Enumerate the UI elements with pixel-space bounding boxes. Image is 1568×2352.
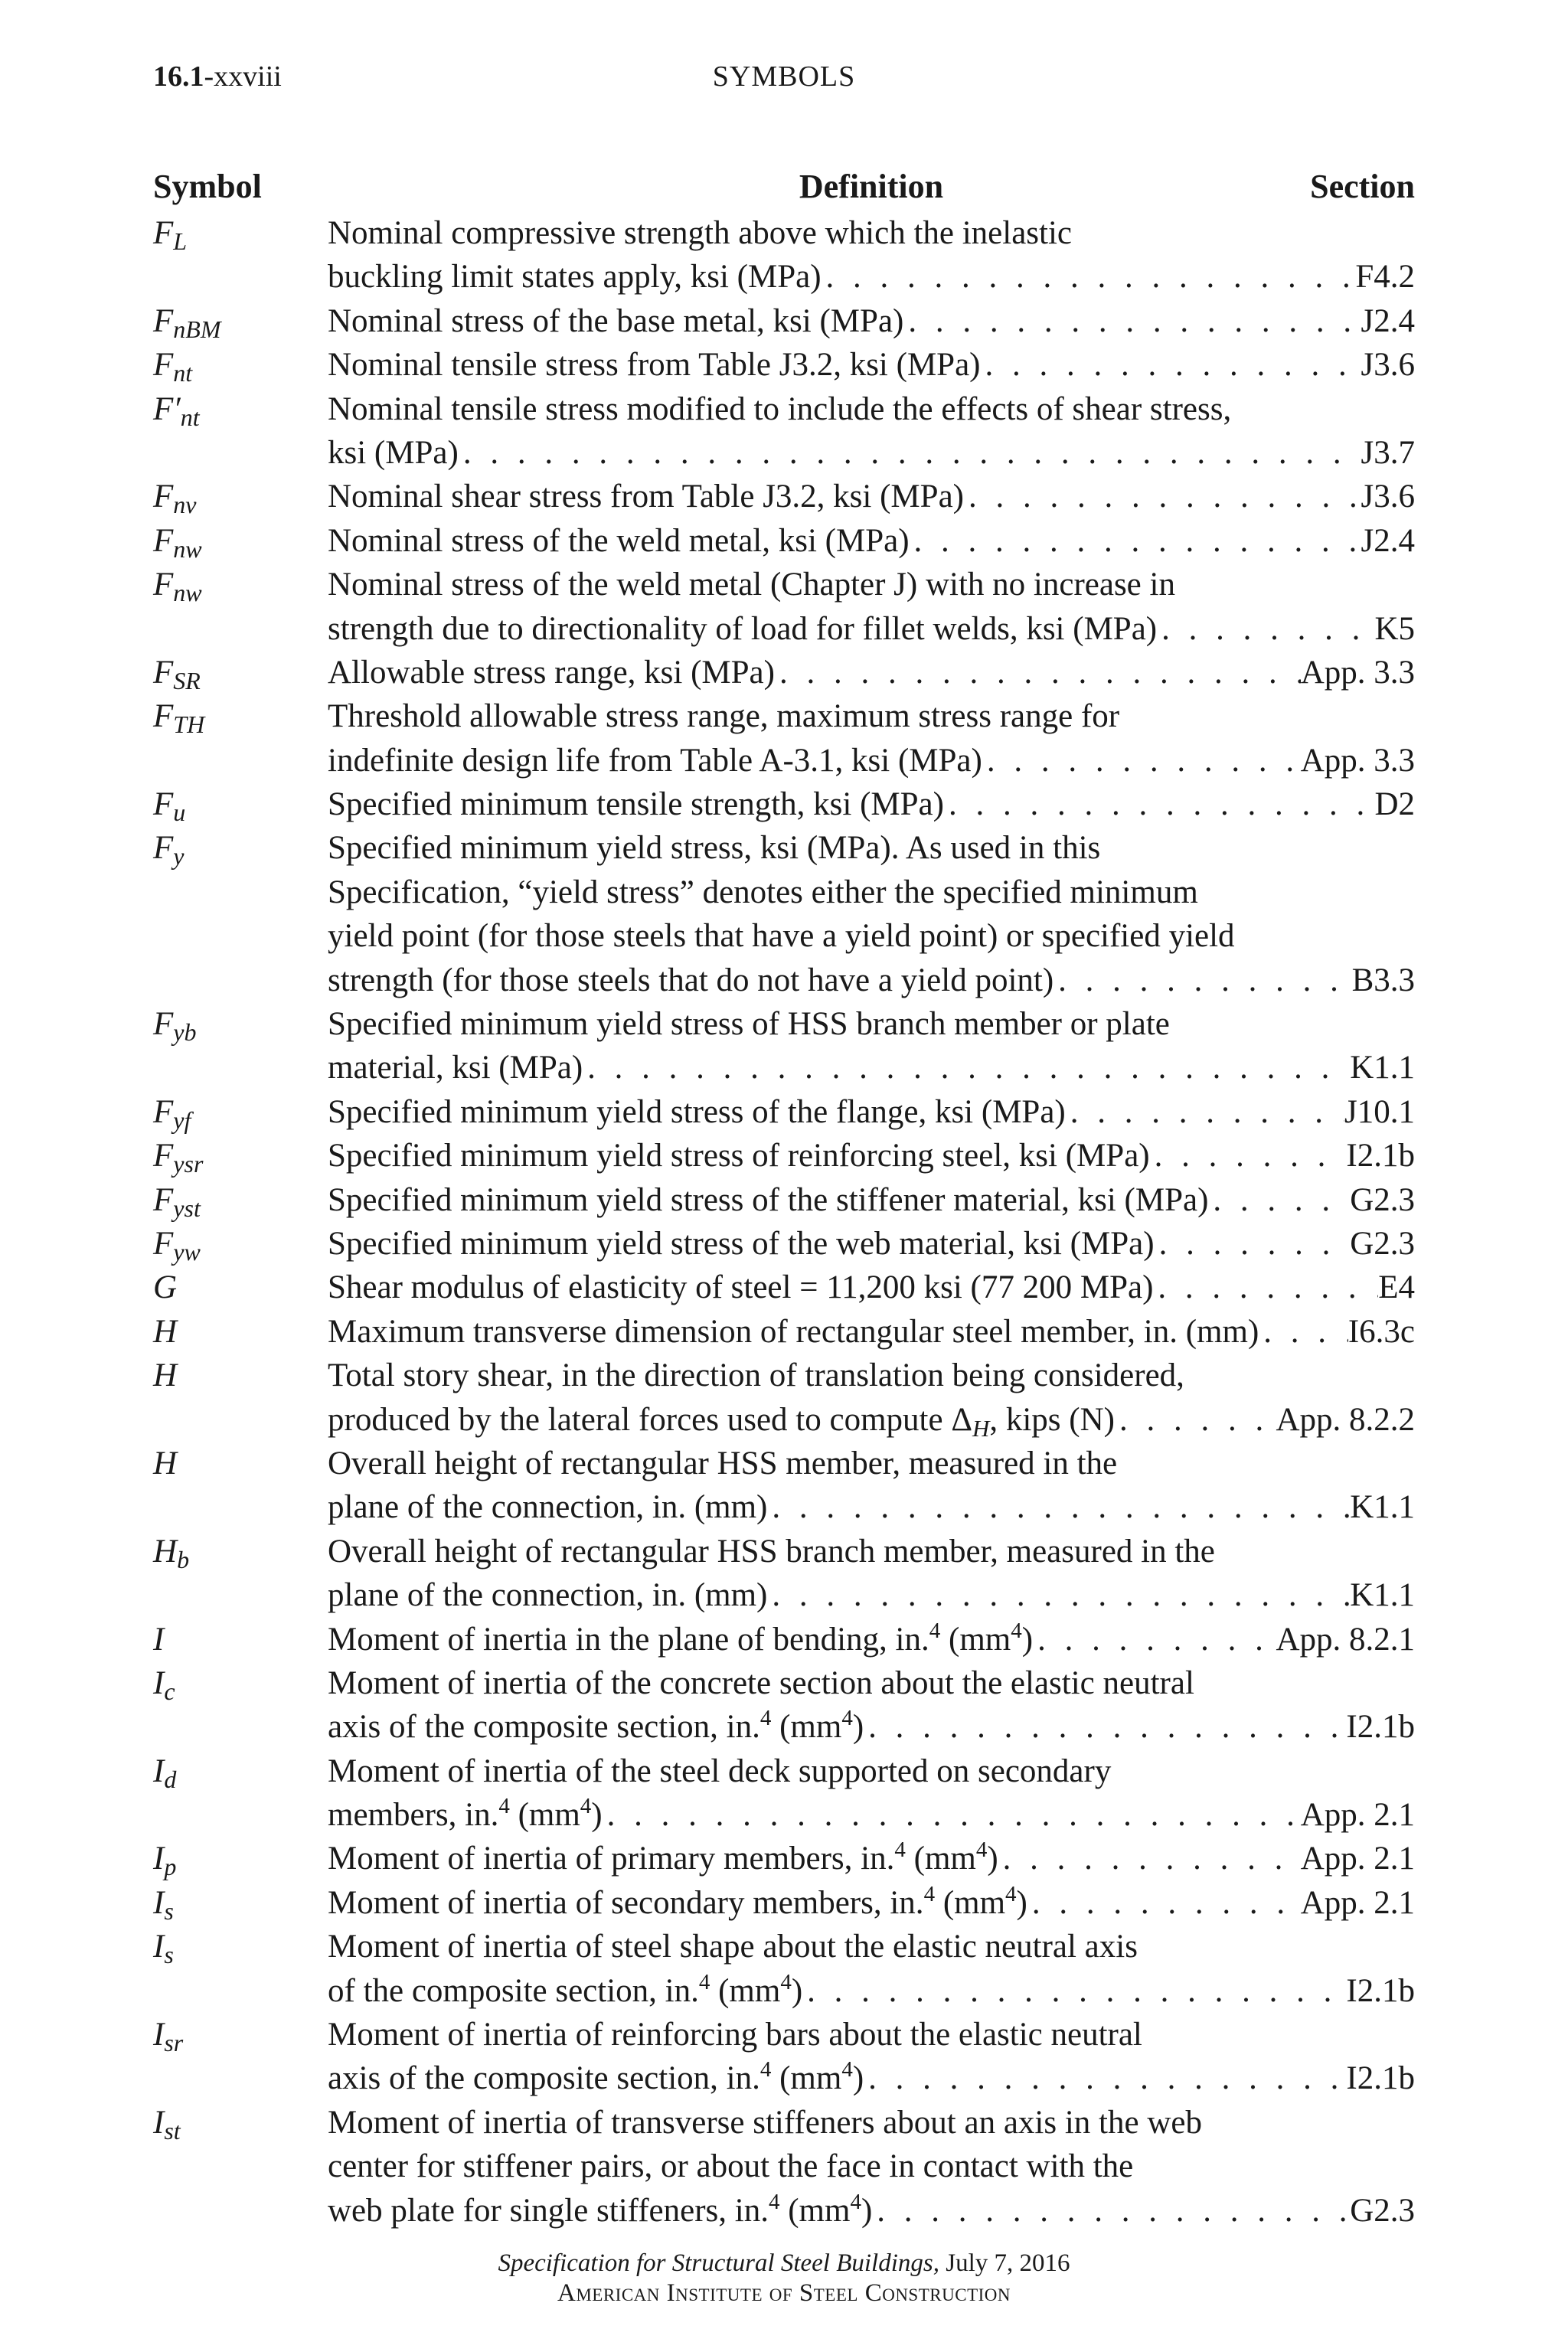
definition-text: members, in.$^4$ $(mm^4)$ [328,1794,603,1834]
symbol: $F'_{nt}$ [153,390,200,431]
symbol-entry [153,1925,1415,2013]
definition-text: Nominal stress of the base metal, ksi (MPa) [328,302,904,339]
definition-line: Specified minimum yield stress, ksi (MPa). As used in this [328,830,1101,867]
dot-leader [822,255,1356,299]
definition-text: material, ksi (MPa) [328,1050,583,1086]
symbol-subscript: yst [173,1194,201,1222]
section-reference: J2.4 [1361,522,1415,559]
section-reference: K1.1 [1350,1050,1415,1086]
dot-leader [767,1573,1350,1617]
page-header [153,60,1415,98]
section-reference: App. 8.2.1 [1276,1621,1415,1658]
definition-text: Specified minimum yield stress of reinforcing steel, ksi (MPa) [328,1138,1150,1174]
superscript: 4 [780,1969,792,1994]
section-reference: G2.3 [1350,1225,1415,1262]
superscript: 4 [894,1838,906,1863]
definition-last-line [328,782,1415,826]
symbol: $F_{ysr}$ [153,1138,204,1178]
section-column-header: Section [1310,168,1415,205]
dot-leader [864,1705,1346,1749]
symbol-entry [153,2013,1415,2101]
page-number: 16.1-xxviii [153,60,282,93]
definition-line: Total story shear, in the direction of translation being considered, [328,1357,1184,1394]
definition-text: plane of the connection, in. (mm) [328,1577,768,1614]
footer-publisher: American Institute of Steel Construction [557,2279,1011,2307]
symbol: H [153,1357,178,1394]
symbol-entry [153,694,1415,782]
definition-text: Specified minimum yield stress of the web material, ksi (MPa) [328,1225,1155,1262]
dot-leader [910,519,1361,563]
dot-leader [1157,607,1374,651]
definition-last-line [328,1573,1415,1617]
definition-last-line [328,2189,1415,2233]
section-reference: J3.7 [1361,434,1415,471]
definition-line: Overall height of rectangular HSS branch member, measured in the [328,1533,1215,1570]
definition-last-line [328,959,1415,1002]
section-reference: I6.3c [1348,1313,1415,1350]
definition-text: Specified minimum yield stress of the flange, ksi (MPa) [328,1093,1066,1130]
page-footer [0,2249,1568,2308]
section-reference: G2.3 [1350,1181,1415,1218]
definition-text: of the composite section, in.$^4$ $(mm^4)$ [328,1969,803,2009]
definition-last-line [328,1178,1415,1222]
symbol-entry [153,1881,1415,1925]
symbol-subscript: L [173,227,188,255]
definition-text: plane of the connection, in. (mm) [328,1489,768,1526]
symbol-entry [153,299,1415,343]
definition-line: Moment of inertia of the steel deck supported on secondary [328,1753,1112,1789]
definition-last-line [328,1134,1415,1178]
dot-leader [964,475,1361,518]
dot-leader [998,1837,1301,1880]
definition-text: Moment of inertia in the plane of bending, in.$^4$ $(mm^4)$ [328,1618,1034,1658]
definition-last-line [328,1705,1415,1749]
symbol-subscript: b [177,1545,190,1573]
definition-text: indefinite design life from Table A-3.1, ksi (MPa) [328,742,982,779]
footer-spec-title: Specification for Structural Steel Buildings, July 7, 2016 [498,2249,1070,2277]
definition-last-line [328,1310,1415,1354]
section-reference: App. 3.3 [1300,654,1415,691]
definition-line: Moment of inertia of steel shape about the elastic neutral axis [328,1929,1138,1965]
section-reference: I2.1b [1346,2060,1415,2097]
definition-line: Specified minimum yield stress of HSS branch member or plate [328,1006,1170,1043]
superscript: 4 [841,2057,853,2082]
definition-text: axis of the composite section, in.$^4$ $(mm^4)$ [328,1706,864,1746]
section-reference: App. 2.1 [1300,1841,1415,1877]
symbol-subscript: yw [173,1237,201,1266]
symbol-entry [153,1749,1415,1838]
section-reference: App. 8.2.2 [1276,1401,1415,1438]
symbol: $I_{sr}$ [153,2017,184,2057]
symbol-entry [153,1837,1415,1880]
symbol-subscript: SR [173,666,201,694]
section-reference: B3.3 [1351,962,1415,998]
dot-leader [1153,1266,1378,1309]
symbol-subscript: yb [173,1018,197,1047]
section-reference: I2.1b [1346,1972,1415,2009]
dot-leader [1259,1310,1348,1354]
definition-text: Specified minimum tensile strength, ksi (MPa) [328,786,944,823]
symbol: $I_p$ [153,1841,177,1881]
dot-leader [944,782,1374,826]
symbol: $F_{nw}$ [153,522,202,563]
symbols-table [153,167,1415,2233]
definition-text: Allowable stress range, ksi (MPa) [328,654,775,691]
symbol: H [153,1313,178,1350]
symbol-column-header: Symbol [153,168,262,205]
symbol-subscript: nt [180,403,200,431]
section-reference: F4.2 [1355,259,1415,296]
definition-last-line [328,1266,1415,1309]
symbol-subscript: sr [164,2029,184,2057]
dot-leader [1027,1881,1301,1925]
symbol: $F_y$ [153,830,185,871]
section-reference: J3.6 [1361,479,1415,515]
superscript: 4 [850,2189,861,2214]
definition-text: strength (for those steels that do not have a yield point) [328,962,1054,998]
section-reference: E4 [1378,1269,1415,1306]
symbol-entry [153,782,1415,826]
definition-text: Nominal shear stress from Table J3.2, ksi (MPa) [328,479,964,515]
dot-leader [1033,1618,1276,1661]
dot-leader [1208,1178,1350,1222]
symbol-subscript: nBM [173,315,221,343]
symbol: $I_d$ [153,1753,177,1793]
section-reference: J3.6 [1361,347,1415,384]
symbol-subscript: p [164,1853,177,1881]
definition-last-line [328,2056,1415,2100]
dot-leader [903,299,1361,343]
symbol-entry [153,1178,1415,1222]
running-title: SYMBOLS [712,60,856,93]
symbol: $I_c$ [153,1664,175,1705]
symbol-subscript: ysr [173,1150,204,1178]
dot-leader [864,2056,1346,2100]
definition-last-line [328,651,1415,694]
symbol: $F_{SR}$ [153,654,201,694]
superscript: 4 [498,1794,510,1819]
symbol: $F_{yst}$ [153,1181,201,1222]
symbol-entry [153,1618,1415,1661]
definition-last-line [328,1793,1415,1837]
symbol-subscript: u [173,799,186,827]
section-reference: I2.1b [1346,1138,1415,1174]
symbol: $I_s$ [153,1884,174,1925]
definition-line: Nominal compressive strength above which the inelastic [328,215,1073,251]
definition-last-line [328,475,1415,518]
symbol: $F_{nBM}$ [153,302,221,343]
definition-text: Moment of inertia of primary members, in.$^4$ $(mm^4)$ [328,1838,998,1877]
symbol: I [153,1621,165,1658]
symbol-entry [153,826,1415,1002]
definition-line: Threshold allowable stress range, maximum stress range for [328,698,1120,735]
definition-last-line [328,1618,1415,1661]
dot-leader [1115,1398,1276,1442]
dot-leader [767,1485,1350,1529]
symbol-subscript: st [164,2116,181,2145]
symbol-entry [153,1002,1415,1090]
superscript: 4 [923,1881,936,1906]
dot-leader [583,1046,1350,1089]
dot-leader [459,431,1361,475]
symbol-subscript: nt [173,359,193,387]
definition-last-line [328,1969,1415,2013]
dot-leader [872,2189,1350,2233]
section-reference: I2.1b [1346,1709,1415,1746]
definition-line: Moment of inertia of the concrete section about the elastic neutral [328,1664,1194,1701]
definition-last-line [328,519,1415,563]
symbol-entry [153,1266,1415,1309]
definition-text: ksi (MPa) [328,434,459,471]
symbol-entry [153,1442,1415,1530]
symbol-subscript: yf [173,1106,191,1134]
definition-line: center for stiffener pairs, or about the face in contact with the [328,2148,1134,2185]
section-reference: App. 3.3 [1300,742,1415,779]
definition-line: Moment of inertia of transverse stiffeners about an axis in the web [328,2104,1202,2141]
symbol-entry [153,1354,1415,1442]
symbol-subscript: s [164,1941,174,1969]
symbol-entry [153,519,1415,563]
definition-last-line [328,1837,1415,1880]
definition-text: Moment of inertia of secondary members, in.$^4$ $(mm^4)$ [328,1881,1027,1921]
superscript: 4 [929,1618,941,1643]
symbol: $F_{TH}$ [153,698,205,739]
section-reference: G2.3 [1350,2192,1415,2229]
definition-text: web plate for single stiffeners, in.$^4$ $(mm^4)$ [328,2189,873,2229]
dot-leader [982,739,1301,782]
definition-line: Nominal tensile stress modified to include the effects of shear stress, [328,390,1232,427]
symbol-subscript: s [164,1896,174,1925]
symbol-subscript: nw [173,534,202,563]
dot-leader [775,651,1301,694]
symbol-entry [153,651,1415,694]
definition-last-line [328,255,1415,299]
dot-leader [1066,1090,1344,1134]
definition-text: Nominal stress of the weld metal, ksi (MPa) [328,522,910,559]
definition-last-line [328,343,1415,387]
symbol-entry [153,211,1415,299]
symbol-subscript: d [164,1765,177,1793]
symbol: $F_{yf}$ [153,1093,191,1134]
definition-last-line [328,1090,1415,1134]
symbol-entry [153,1090,1415,1134]
section-reference: App. 2.1 [1300,1884,1415,1921]
symbol-subscript: c [164,1677,175,1705]
symbol: $F_L$ [153,215,188,255]
symbol-subscript: nw [173,579,202,607]
superscript: 4 [580,1794,592,1819]
definition-line: Moment of inertia of reinforcing bars about the elastic neutral [328,2017,1142,2053]
definition-last-line [328,1485,1415,1529]
definition-text: produced by the lateral forces used to compute ΔH, kips (N) [328,1401,1115,1442]
symbol: $H_b$ [153,1533,190,1573]
column-headers [153,167,1415,211]
superscript: 4 [1011,1618,1022,1643]
superscript: 4 [1005,1881,1017,1906]
definition-last-line [328,299,1415,343]
superscript: 4 [760,1706,772,1731]
section-reference: K1.1 [1350,1577,1415,1614]
definition-last-line [328,739,1415,782]
definition-last-line [328,431,1415,475]
superscript: 4 [841,1706,853,1731]
superscript: 4 [975,1838,988,1863]
symbol: $F_{nv}$ [153,479,197,519]
symbol: $F_{nw}$ [153,567,202,607]
section-reference: App. 2.1 [1300,1797,1415,1834]
definition-last-line [328,1222,1415,1266]
symbol-entry [153,1222,1415,1266]
symbol-entry [153,1134,1415,1178]
definition-text: Nominal tensile stress from Table J3.2, ksi (MPa) [328,347,981,384]
dot-leader [1150,1134,1347,1178]
symbol-subscript: y [173,842,185,871]
dot-leader [981,343,1361,387]
definition-line: Nominal stress of the weld metal (Chapter J) with no increase in [328,567,1175,603]
definition-line: yield point (for those steels that have a yield point) or specified yield [328,918,1235,955]
symbol-entry [153,1530,1415,1618]
symbol: $I_s$ [153,1929,174,1969]
definition-text: axis of the composite section, in.$^4$ $(mm^4)$ [328,2057,864,2097]
symbol-entry [153,1661,1415,1749]
symbol: $F_{yw}$ [153,1225,201,1266]
definition-last-line [328,1046,1415,1089]
symbol: $I_{st}$ [153,2104,181,2145]
definition-last-line [328,1881,1415,1925]
section-reference: D2 [1374,786,1415,823]
symbol-subscript: TH [173,710,205,739]
superscript: 4 [698,1969,710,1994]
definition-line: Specification, “yield stress” denotes either the specified minimum [328,874,1198,910]
section-reference: J2.4 [1361,302,1415,339]
symbol-entry [153,387,1415,475]
dot-leader [603,1793,1301,1837]
symbol-entries [153,211,1415,2233]
symbol: G [153,1269,178,1306]
symbol-entry [153,475,1415,518]
definition-text: strength due to directionality of load for fillet welds, ksi (MPa) [328,610,1158,647]
subscript: H [972,1414,990,1442]
symbol-entry [153,563,1415,651]
definition-text: Maximum transverse dimension of rectangular steel member, in. (mm) [328,1313,1259,1350]
symbol-subscript: nv [173,491,197,519]
definition-column-header: Definition [799,168,944,205]
dot-leader [1155,1222,1351,1266]
definition-text: Specified minimum yield stress of the stiffener material, ksi (MPa) [328,1181,1209,1218]
definition-last-line [328,607,1415,651]
section-reference: K5 [1374,610,1415,647]
symbol-entry [153,2101,1415,2233]
dot-leader [1054,959,1351,1002]
superscript: 4 [768,2189,780,2214]
definition-line: Overall height of rectangular HSS member, measured in the [328,1445,1118,1481]
superscript: 4 [760,2057,772,2082]
symbol: $F_{nt}$ [153,347,193,387]
symbol: $F_u$ [153,786,186,827]
dot-leader [802,1969,1346,2013]
symbol-entry [153,1310,1415,1354]
symbol: H [153,1445,178,1481]
definition-text: buckling limit states apply, ksi (MPa) [328,259,822,296]
definition-last-line [328,1398,1415,1442]
symbol: $F_{yb}$ [153,1006,197,1047]
symbol-entry [153,343,1415,387]
section-reference: J10.1 [1344,1093,1415,1130]
definition-text: Shear modulus of elasticity of steel = 11,200 ksi (77 200 MPa) [328,1269,1154,1306]
section-reference: K1.1 [1350,1489,1415,1526]
